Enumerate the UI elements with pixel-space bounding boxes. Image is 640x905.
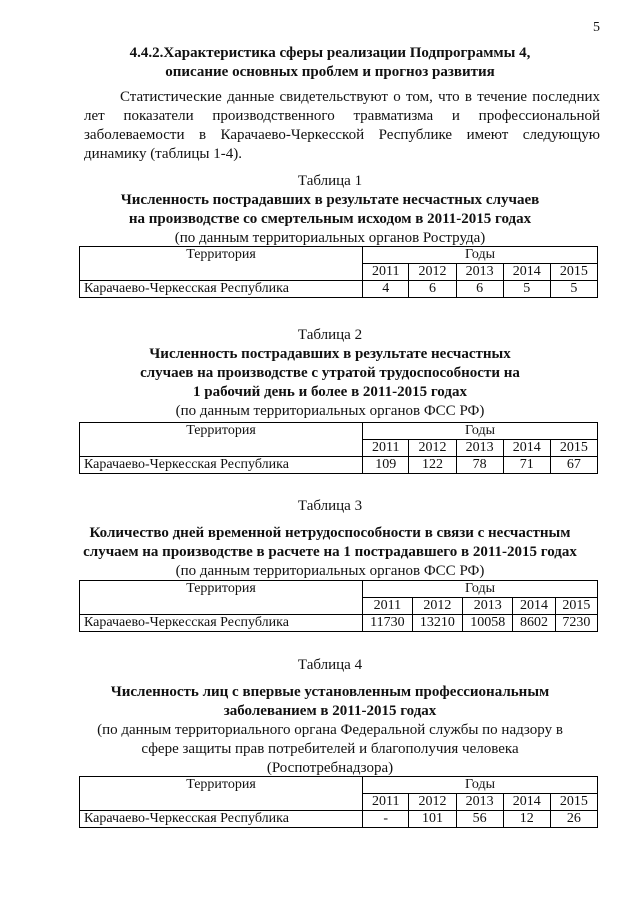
region-cell: Карачаево-Черкесская Республика bbox=[80, 457, 363, 474]
year-cell: 2011 bbox=[363, 598, 413, 615]
value-cell: 67 bbox=[550, 457, 597, 474]
table-label: Таблица 2 bbox=[297, 327, 363, 343]
year-cell: 2015 bbox=[550, 264, 597, 281]
table-source: (Роспотребнадзора) bbox=[266, 760, 394, 776]
year-cell: 2012 bbox=[409, 264, 456, 281]
header-years: Годы bbox=[363, 581, 598, 598]
section-title-line: 4.4.2.Характеристика сферы реализации Подпрограммы 4, bbox=[129, 45, 531, 61]
value-cell: 6 bbox=[456, 281, 503, 298]
table-source: (по данным территориальных органов ФСС РФ) bbox=[175, 563, 485, 579]
section-title-line: описание основных проблем и прогноз развития bbox=[165, 64, 495, 80]
table-row bbox=[80, 281, 598, 298]
year-cell: 2011 bbox=[363, 264, 409, 281]
value-cell: - bbox=[363, 811, 409, 828]
year-cell: 2015 bbox=[550, 794, 597, 811]
value-cell: 8602 bbox=[513, 615, 555, 632]
table-source: (по данным территориальных органов ФСС РФ) bbox=[175, 403, 485, 419]
table-2-caption bbox=[60, 326, 600, 421]
table-title-line: случаев на производстве с утратой трудоспособности на bbox=[140, 365, 520, 381]
value-cell: 26 bbox=[550, 811, 597, 828]
value-cell: 56 bbox=[456, 811, 503, 828]
value-cell: 13210 bbox=[412, 615, 462, 632]
region-cell: Карачаево-Черкесская Республика bbox=[80, 615, 363, 632]
table-4-caption bbox=[60, 656, 600, 778]
table-1-caption bbox=[60, 172, 600, 248]
value-cell: 4 bbox=[363, 281, 409, 298]
year-cell: 2011 bbox=[363, 794, 409, 811]
header-years: Годы bbox=[363, 247, 598, 264]
table-title-line: Численность пострадавших в результате несчастных случаев bbox=[120, 192, 540, 208]
section-title bbox=[60, 44, 600, 82]
table-source: (по данным территориальных органов Роструда) bbox=[174, 230, 486, 246]
region-cell: Карачаево-Черкесская Республика bbox=[80, 811, 363, 828]
table-source: (по данным территориального органа Федеральной службы по надзору в bbox=[97, 722, 563, 738]
year-cell: 2014 bbox=[503, 440, 550, 457]
table-row bbox=[80, 811, 598, 828]
year-cell: 2012 bbox=[409, 794, 456, 811]
value-cell: 122 bbox=[409, 457, 456, 474]
year-cell: 2013 bbox=[456, 794, 503, 811]
value-cell: 6 bbox=[409, 281, 456, 298]
table-label: Таблица 3 bbox=[297, 498, 363, 514]
table-title-line: на производстве со смертельным исходом в 2011-2015 годах bbox=[128, 211, 532, 227]
table-title-line: заболеванием в 2011-2015 годах bbox=[223, 703, 437, 719]
year-cell: 2014 bbox=[513, 598, 555, 615]
year-cell: 2015 bbox=[550, 440, 597, 457]
table-title-line: 1 рабочий день и более в 2011-2015 годах bbox=[193, 384, 467, 400]
value-cell: 101 bbox=[409, 811, 456, 828]
value-cell: 71 bbox=[503, 457, 550, 474]
table-title-line: Численность лиц с впервые установленным профессиональным bbox=[110, 684, 550, 700]
table-3-caption bbox=[60, 497, 600, 581]
table-title-line: Численность пострадавших в результате несчастных bbox=[149, 346, 511, 362]
table-source: сфере защиты прав потребителей и благополучия человека bbox=[141, 741, 519, 757]
table-title-line: случаем на производстве в расчете на 1 пострадавшего в 2011-2015 годах bbox=[83, 544, 577, 560]
year-cell: 2012 bbox=[409, 440, 456, 457]
header-territory: Территория bbox=[80, 581, 363, 615]
intro-paragraph: Статистические данные свидетельствуют о том, что в течение последних лет показатели производственного травматизма и профессиональной заболеваемости в Карачаево-Черкесской Республике имеют следующую динамику (таблицы 1-4). bbox=[84, 89, 600, 162]
page-number: 5 bbox=[593, 20, 600, 35]
value-cell: 78 bbox=[456, 457, 503, 474]
table-header-row bbox=[80, 777, 598, 794]
year-cell: 2015 bbox=[555, 598, 597, 615]
table-label: Таблица 1 bbox=[297, 173, 363, 189]
year-cell: 2014 bbox=[503, 794, 550, 811]
value-cell: 11730 bbox=[363, 615, 413, 632]
table-header-row bbox=[80, 247, 598, 264]
table-label: Таблица 4 bbox=[297, 657, 363, 673]
header-territory: Территория bbox=[80, 423, 363, 457]
year-cell: 2013 bbox=[456, 440, 503, 457]
table-header-row bbox=[80, 423, 598, 440]
header-territory: Территория bbox=[80, 247, 363, 281]
year-cell: 2011 bbox=[363, 440, 409, 457]
region-cell: Карачаево-Черкесская Республика bbox=[80, 281, 363, 298]
table-1 bbox=[79, 246, 598, 298]
table-4 bbox=[79, 776, 598, 828]
table-row bbox=[80, 615, 598, 632]
value-cell: 10058 bbox=[463, 615, 513, 632]
value-cell: 7230 bbox=[555, 615, 597, 632]
year-cell: 2013 bbox=[463, 598, 513, 615]
table-2 bbox=[79, 422, 598, 474]
year-cell: 2012 bbox=[412, 598, 462, 615]
value-cell: 12 bbox=[503, 811, 550, 828]
table-header-row bbox=[80, 581, 598, 598]
year-cell: 2013 bbox=[456, 264, 503, 281]
value-cell: 5 bbox=[503, 281, 550, 298]
header-years: Годы bbox=[363, 777, 598, 794]
header-territory: Территория bbox=[80, 777, 363, 811]
table-3 bbox=[79, 580, 598, 632]
value-cell: 5 bbox=[550, 281, 597, 298]
table-title-line: Количество дней временной нетрудоспособности в связи с несчастным bbox=[89, 525, 571, 541]
value-cell: 109 bbox=[363, 457, 409, 474]
table-row bbox=[80, 457, 598, 474]
header-years: Годы bbox=[363, 423, 598, 440]
year-cell: 2014 bbox=[503, 264, 550, 281]
